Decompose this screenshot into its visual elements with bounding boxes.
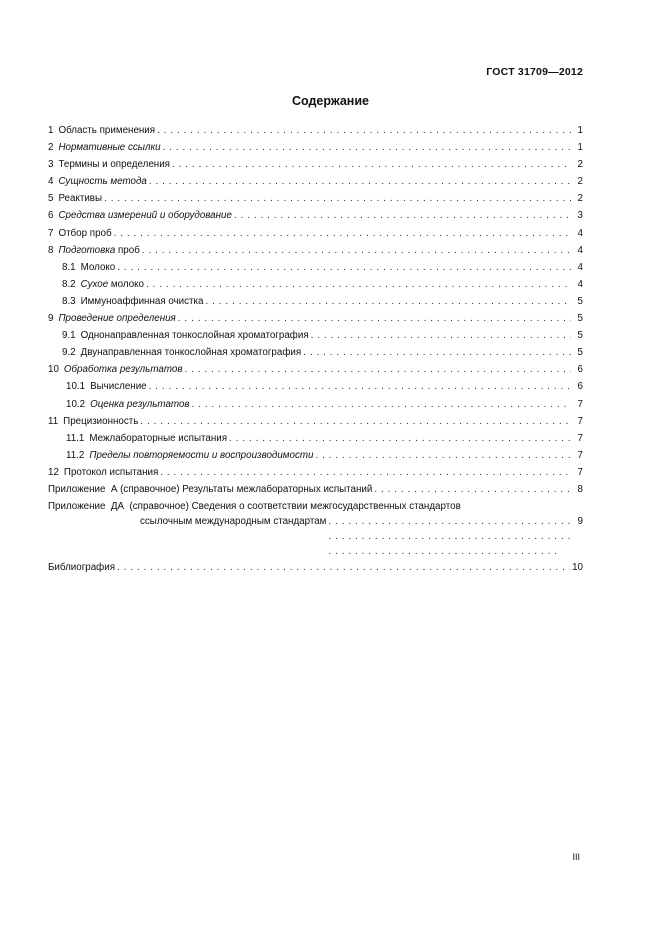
toc-entry-number: 9: [48, 313, 54, 325]
toc-entry-title: Нормативные ссылки: [58, 142, 161, 154]
toc-entry-title: Средства измерений и оборудование: [58, 210, 232, 222]
toc-entry[interactable]: [48, 481, 583, 498]
toc-entry-page: 4: [577, 244, 583, 256]
toc-entry-title: Проведение определения: [58, 313, 176, 325]
toc-entry-number: 5: [48, 193, 54, 205]
toc-leader-dots: [172, 156, 571, 173]
toc-leader-dots: [146, 276, 571, 293]
toc-entry[interactable]: [48, 276, 583, 293]
table-of-contents: [48, 122, 583, 576]
toc-leader-dots: [229, 430, 571, 447]
toc-leader-dots: [315, 447, 571, 464]
toc-leader-dots: [117, 259, 571, 276]
toc-entry-title-italic: Сухое: [80, 278, 109, 290]
toc-entry[interactable]: [48, 225, 583, 242]
toc-entry-page: 7: [577, 449, 583, 461]
toc-entry-page: 6: [577, 381, 583, 393]
toc-leader-dots: [206, 293, 572, 310]
page-title: Содержание: [291, 94, 369, 108]
toc-leader-dots: [117, 559, 570, 576]
toc-entry-page: 7: [577, 398, 583, 410]
toc-entry[interactable]: [48, 207, 583, 224]
toc-entry-page: 4: [577, 278, 583, 290]
toc-entry[interactable]: [48, 413, 583, 430]
toc-entry-page: 6: [577, 364, 583, 376]
toc-entry-page: 5: [577, 313, 583, 325]
toc-entry-title: Пределы повторяемости и воспроизводимости: [89, 449, 314, 461]
toc-leader-dots: [303, 344, 571, 361]
toc-entry-title: Прецизионность: [63, 415, 139, 427]
toc-entry[interactable]: [48, 396, 583, 413]
toc-entry[interactable]: [48, 156, 583, 173]
toc-entry-page: 5: [577, 295, 583, 307]
toc-leader-dots: [149, 173, 571, 190]
toc-leader-dots: [328, 514, 571, 559]
toc-leader-dots: [157, 122, 571, 139]
toc-entry-page: 2: [577, 193, 583, 205]
toc-entry-number: 7: [48, 227, 54, 239]
toc-entry-number: 11.2: [66, 449, 85, 461]
toc-entry[interactable]: [48, 173, 583, 190]
toc-entry[interactable]: [48, 361, 583, 378]
toc-entry-title: проб: [115, 244, 140, 256]
toc-entry-title: Библиография: [48, 562, 116, 574]
toc-entry-page: 2: [577, 159, 583, 171]
appendix-da-line2: ссылочным международным стандартам: [140, 516, 327, 528]
toc-entry-number: 3: [48, 159, 54, 171]
appendix-da-line1: Приложение ДА (справочное) Сведения о соответствии межгосударственных стандартов: [48, 501, 461, 513]
toc-entry-number: 10.1: [66, 381, 86, 393]
toc-entry-page: 8: [577, 483, 583, 495]
toc-entry-title: Термины и определения: [58, 159, 170, 171]
toc-entry-number: 4: [48, 176, 54, 188]
toc-leader-dots: [234, 207, 571, 224]
toc-entry[interactable]: [48, 344, 583, 361]
toc-entry-number: 11.1: [66, 432, 85, 444]
toc-entry-number: 11: [48, 415, 59, 427]
appendix-da-line2-row: [48, 514, 583, 559]
toc-entry-page: 1: [577, 142, 583, 154]
toc-entry-number: 6: [48, 210, 54, 222]
toc-entry[interactable]: [48, 447, 583, 464]
toc-entry-title: Отбор проб: [58, 227, 112, 239]
toc-entry-title: Вычисление: [90, 381, 147, 393]
toc-entry[interactable]: [48, 430, 583, 447]
toc-entry-page: 4: [577, 227, 583, 239]
toc-entry[interactable]: [48, 378, 583, 395]
toc-leader-dots: [163, 139, 571, 156]
toc-leader-dots: [114, 225, 571, 242]
toc-entry-page: 10: [572, 562, 583, 574]
page-number: III: [572, 852, 580, 862]
toc-entry[interactable]: [48, 293, 583, 310]
toc-entry-title: Оценка результатов: [90, 398, 190, 410]
toc-leader-dots: [149, 378, 571, 395]
toc-entry[interactable]: [48, 190, 583, 207]
toc-entry-number: 9.1: [62, 330, 76, 342]
toc-entry-number: 8.3: [62, 295, 76, 307]
toc-entry-number: 9.2: [62, 347, 76, 359]
toc-entry-title: Двунаправленная тонкослойная хроматография: [80, 347, 302, 359]
toc-entry[interactable]: [48, 464, 583, 481]
toc-leader-dots: [160, 464, 571, 481]
toc-entry-number: 2: [48, 142, 54, 154]
toc-entry-title: Иммуноаффинная очистка: [80, 295, 204, 307]
toc-entry-number: 10: [48, 364, 59, 376]
toc-entry-title: Однонаправленная тонкослойная хроматография: [80, 330, 309, 342]
toc-entry[interactable]: [48, 327, 583, 344]
toc-entry-number: 8: [48, 244, 54, 256]
toc-entry-number: 1: [48, 125, 54, 136]
toc-entry-page: 7: [577, 432, 583, 444]
standard-designation: ГОСТ 31709—2012: [486, 66, 583, 78]
toc-entry-appendix-da[interactable]: [48, 499, 583, 559]
toc-leader-dots: [311, 327, 571, 344]
toc-leader-dots: [374, 481, 571, 498]
toc-entry-page: 2: [577, 176, 583, 188]
toc-entry-title: Межлабораторные испытания: [89, 432, 228, 444]
toc-entry-page: 4: [577, 261, 583, 273]
toc-leader-dots: [178, 310, 571, 327]
toc-entry-title: Приложение А (справочное) Результаты межлабораторных испытаний: [48, 483, 373, 495]
toc-leader-dots: [140, 413, 571, 430]
toc-entry-title: молоко: [108, 278, 144, 290]
toc-entry-page: 5: [577, 330, 583, 342]
toc-entry-page: 7: [577, 415, 583, 427]
toc-leader-dots: [104, 190, 571, 207]
toc-entry[interactable]: [48, 242, 583, 259]
toc-entry[interactable]: [48, 139, 583, 156]
toc-leader-dots: [192, 396, 571, 413]
toc-entry-title: Обработка результатов: [63, 364, 183, 376]
toc-entry-title: Сущность метода: [58, 176, 147, 188]
toc-entry-page: 1: [577, 125, 583, 136]
toc-entry[interactable]: [48, 259, 583, 276]
toc-entry-number: 10.2: [66, 398, 86, 410]
toc-entry-number: 12: [48, 466, 59, 478]
toc-entry-title: Реактивы: [58, 193, 103, 205]
toc-leader-dots: [184, 361, 571, 378]
toc-entry-title-italic: Подготовка: [58, 244, 116, 256]
toc-entry-page: 9: [577, 516, 583, 528]
toc-entry-number: 8.2: [62, 278, 76, 290]
toc-entry-title: Область применения: [58, 125, 156, 136]
toc-entry-title: Протокол испытания: [63, 466, 159, 478]
toc-entry-page: 5: [577, 347, 583, 359]
toc-entry-title: Молоко: [80, 261, 116, 273]
toc-entry[interactable]: [48, 310, 583, 327]
toc-entry-number: 8.1: [62, 261, 76, 273]
toc-entry[interactable]: [48, 122, 583, 139]
toc-entry-page: 3: [577, 210, 583, 222]
toc-leader-dots: [142, 242, 571, 259]
toc-entry-bibliography[interactable]: [48, 559, 583, 576]
toc-entry-page: 7: [577, 466, 583, 478]
